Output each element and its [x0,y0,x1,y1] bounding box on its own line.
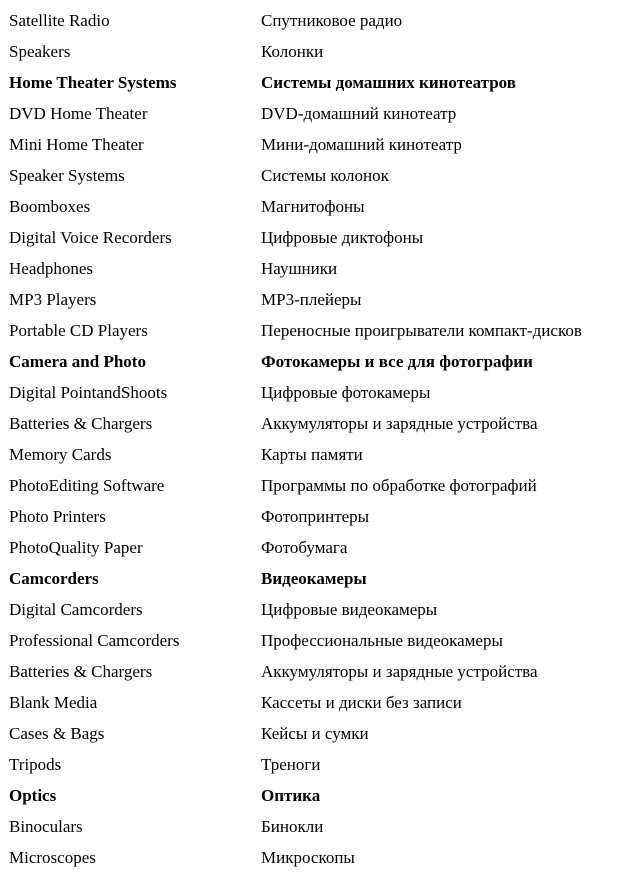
russian-term: Аккумуляторы и зарядные устройства [261,414,538,433]
english-term: PhotoEditing Software [9,476,165,495]
english-term: Batteries & Chargers [9,414,153,433]
russian-term: MP3-плейеры [261,290,362,309]
english-term: Satellite Radio [9,11,110,30]
glossary-section-heading [0,346,619,377]
glossary-row [0,532,619,563]
english-term: Mini Home Theater [9,135,144,154]
russian-term: Фотопринтеры [261,507,370,526]
russian-term: Аккумуляторы и зарядные устройства [261,662,538,681]
english-term: Binoculars [9,817,83,836]
russian-term: Программы по обработке фотографий [261,476,537,495]
russian-term: Бинокли [261,817,324,836]
glossary-row [0,129,619,160]
english-term: Portable CD Players [9,321,148,340]
russian-term: Профессиональные видеокамеры [261,631,503,650]
russian-term: Наушники [261,259,338,278]
english-term: PhotoQuality Paper [9,538,143,557]
russian-term: Треноги [261,755,321,774]
glossary-row [0,284,619,315]
glossary-section-heading [0,67,619,98]
russian-term: Переносные проигрыватели компакт-дисков [261,321,582,340]
english-term: Optics [9,786,57,805]
english-term: Headphones [9,259,94,278]
english-term: Speaker Systems [9,166,125,185]
glossary-row [0,470,619,501]
glossary-row [0,718,619,749]
glossary-section-heading [0,780,619,811]
glossary-row [0,377,619,408]
russian-term: Кейсы и сумки [261,724,369,743]
glossary-row [0,749,619,780]
english-term: Digital Camcorders [9,600,143,619]
glossary-row [0,439,619,470]
russian-term: Спутниковое радио [261,11,403,30]
glossary-row [0,842,619,873]
english-term: Boomboxes [9,197,91,216]
english-term: Home Theater Systems [9,73,177,92]
russian-term: Цифровые видеокамеры [261,600,438,619]
glossary-row [0,408,619,439]
russian-term: DVD-домашний кинотеатр [261,104,457,123]
english-term: Photo Printers [9,507,106,526]
english-term: Digital Voice Recorders [9,228,172,247]
english-term: Camcorders [9,569,99,588]
english-term: Digital PointandShoots [9,383,168,402]
english-term: DVD Home Theater [9,104,148,123]
glossary-row [0,160,619,191]
russian-term: Фотобумага [261,538,348,557]
glossary-section-heading [0,563,619,594]
russian-term: Фотокамеры и все для фотографии [261,352,533,371]
russian-term: Карты памяти [261,445,363,464]
russian-term: Колонки [261,42,324,61]
russian-term: Системы домашних кинотеатров [261,73,516,92]
russian-term: Магнитофоны [261,197,365,216]
glossary-row [0,594,619,625]
english-term: Professional Camcorders [9,631,180,650]
glossary-row [0,315,619,346]
russian-term: Мини-домашний кинотеатр [261,135,462,154]
glossary-row [0,656,619,687]
glossary-row [0,625,619,656]
english-term: Speakers [9,42,71,61]
glossary-row [0,811,619,842]
glossary-row [0,191,619,222]
glossary-row [0,501,619,532]
english-term: Cases & Bags [9,724,105,743]
english-term: Memory Cards [9,445,112,464]
russian-term: Системы колонок [261,166,389,185]
english-term: MP3 Players [9,290,97,309]
english-term: Tripods [9,755,62,774]
glossary-row [0,253,619,284]
english-term: Microscopes [9,848,96,867]
glossary-row [0,98,619,129]
russian-term: Видеокамеры [261,569,367,588]
glossary-row [0,222,619,253]
english-term: Blank Media [9,693,98,712]
glossary-row [0,5,619,36]
russian-term: Оптика [261,786,321,805]
english-term: Camera and Photo [9,352,146,371]
russian-term: Микроскопы [261,848,355,867]
russian-term: Кассеты и диски без записи [261,693,462,712]
glossary-row [0,36,619,67]
glossary-row [0,687,619,718]
russian-term: Цифровые фотокамеры [261,383,431,402]
glossary-table [0,5,619,873]
english-term: Batteries & Chargers [9,662,153,681]
russian-term: Цифровые диктофоны [261,228,424,247]
